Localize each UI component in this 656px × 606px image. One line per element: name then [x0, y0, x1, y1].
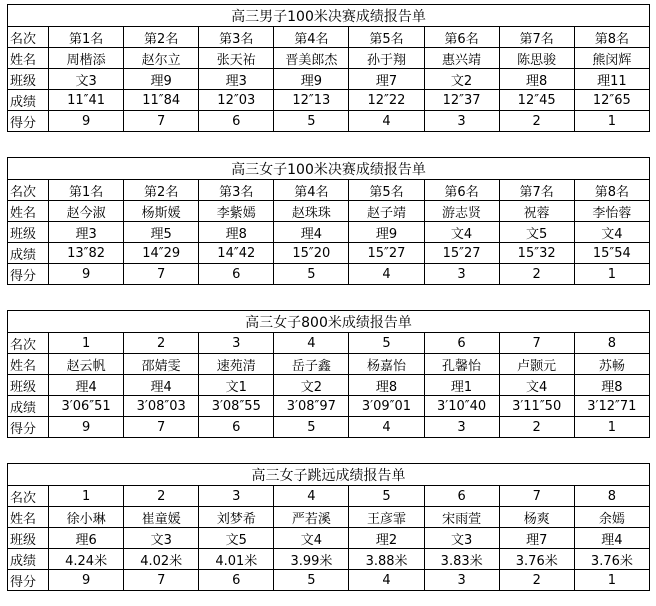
table-cell: 11″84 — [124, 90, 199, 111]
table-cell: 7 — [124, 417, 199, 438]
table-cell: 孙于翔 — [349, 48, 424, 69]
table-cell: 理7 — [499, 528, 574, 549]
table-cell: 3.76米 — [499, 549, 574, 570]
table-title-row — [8, 311, 650, 333]
table-cell: 7 — [499, 333, 574, 354]
table-cell: 3′09″01 — [349, 396, 424, 417]
table-cell: 岳子鑫 — [274, 354, 349, 375]
table-cell: 6 — [424, 486, 499, 507]
table-cell: 惠兴靖 — [424, 48, 499, 69]
table-cell: 15″20 — [274, 243, 349, 264]
table-cell: 理3 — [49, 222, 124, 243]
table-cell: 理7 — [349, 69, 424, 90]
table-cell: 4 — [349, 111, 424, 132]
table-cell: 刘梦希 — [199, 507, 274, 528]
table-cell: 4.01米 — [199, 549, 274, 570]
rank-row — [8, 180, 650, 201]
name-row — [8, 201, 650, 222]
table-cell: 15″32 — [499, 243, 574, 264]
table-cell: 1 — [49, 333, 124, 354]
table-cell: 理3 — [199, 69, 274, 90]
table-cell: 理8 — [199, 222, 274, 243]
table-cell: 第7名 — [499, 27, 574, 48]
table-cell: 文1 — [199, 375, 274, 396]
rank-row — [8, 27, 650, 48]
table-cell: 6 — [199, 570, 274, 591]
report-table-block — [7, 157, 650, 285]
table-cell: 余嫣 — [574, 507, 649, 528]
report-table — [7, 310, 650, 438]
table-cell: 7 — [499, 486, 574, 507]
table-cell: 文4 — [424, 222, 499, 243]
table-cell: 理4 — [124, 375, 199, 396]
table-cell: 理8 — [349, 375, 424, 396]
table-cell: 赵子靖 — [349, 201, 424, 222]
table-cell: 文5 — [499, 222, 574, 243]
table-title-row — [8, 5, 650, 27]
report-table-block — [7, 4, 650, 132]
table-cell: 4.24米 — [49, 549, 124, 570]
table-cell: 4 — [274, 333, 349, 354]
row-header-cell: 名次 — [8, 486, 49, 507]
score-row — [8, 264, 650, 285]
table-cell: 6 — [199, 417, 274, 438]
row-header-cell: 得分 — [8, 417, 49, 438]
table-cell: 1 — [574, 111, 649, 132]
row-header-cell: 成绩 — [8, 243, 49, 264]
table-cell: 2 — [499, 111, 574, 132]
table-cell: 1 — [574, 264, 649, 285]
table-cell: 杨爽 — [499, 507, 574, 528]
table-cell: 11″41 — [49, 90, 124, 111]
table-cell: 5 — [349, 333, 424, 354]
table-cell: 14″29 — [124, 243, 199, 264]
table-cell: 严若溪 — [274, 507, 349, 528]
table-title-row — [8, 464, 650, 486]
table-cell: 15″54 — [574, 243, 649, 264]
table-cell: 3.99米 — [274, 549, 349, 570]
table-cell: 晋美郎杰 — [274, 48, 349, 69]
table-cell: 邵婧雯 — [124, 354, 199, 375]
table-title: 高三女子跳远成绩报告单 — [8, 464, 650, 486]
table-title-row — [8, 158, 650, 180]
table-title: 高三女子800米成绩报告单 — [8, 311, 650, 333]
table-cell: 6 — [199, 111, 274, 132]
table-cell: 12″37 — [424, 90, 499, 111]
name-row — [8, 507, 650, 528]
table-cell: 第1名 — [49, 27, 124, 48]
table-cell: 理2 — [349, 528, 424, 549]
table-cell: 游志贤 — [424, 201, 499, 222]
table-cell: 孔馨怡 — [424, 354, 499, 375]
table-cell: 第4名 — [274, 27, 349, 48]
table-cell: 13″82 — [49, 243, 124, 264]
table-cell: 1 — [574, 570, 649, 591]
table-cell: 赵今淑 — [49, 201, 124, 222]
row-header-cell: 班级 — [8, 528, 49, 549]
row-header-cell: 班级 — [8, 222, 49, 243]
table-cell: 5 — [274, 264, 349, 285]
table-title: 高三女子100米决赛成绩报告单 — [8, 158, 650, 180]
table-cell: 理8 — [499, 69, 574, 90]
table-cell: 杨斯媛 — [124, 201, 199, 222]
table-cell: 4.02米 — [124, 549, 199, 570]
score-row — [8, 417, 650, 438]
table-cell: 赵云帆 — [49, 354, 124, 375]
table-cell: 第7名 — [499, 180, 574, 201]
table-cell: 4 — [274, 486, 349, 507]
result-row — [8, 549, 650, 570]
table-cell: 第3名 — [199, 180, 274, 201]
table-cell: 文4 — [274, 528, 349, 549]
table-cell: 9 — [49, 570, 124, 591]
table-cell: 3 — [424, 264, 499, 285]
table-cell: 第1名 — [49, 180, 124, 201]
table-cell: 张天祐 — [199, 48, 274, 69]
table-cell: 7 — [124, 111, 199, 132]
result-row — [8, 243, 650, 264]
table-cell: 文5 — [199, 528, 274, 549]
table-cell: 周楷添 — [49, 48, 124, 69]
report-table-block — [7, 463, 650, 591]
table-cell: 文3 — [424, 528, 499, 549]
table-cell: 14″42 — [199, 243, 274, 264]
row-header-cell: 姓名 — [8, 201, 49, 222]
table-cell: 7 — [124, 570, 199, 591]
table-cell: 第6名 — [424, 27, 499, 48]
name-row — [8, 48, 650, 69]
table-cell: 速苑清 — [199, 354, 274, 375]
table-cell: 理9 — [274, 69, 349, 90]
table-cell: 2 — [499, 570, 574, 591]
table-cell: 陈思骏 — [499, 48, 574, 69]
table-title: 高三男子100米决赛成绩报告单 — [8, 5, 650, 27]
table-cell: 理4 — [274, 222, 349, 243]
table-cell: 第5名 — [349, 180, 424, 201]
table-cell: 3′08″03 — [124, 396, 199, 417]
table-cell: 第8名 — [574, 180, 649, 201]
row-header-cell: 班级 — [8, 69, 49, 90]
table-cell: 卢颢元 — [499, 354, 574, 375]
result-row — [8, 90, 650, 111]
row-header-cell: 得分 — [8, 264, 49, 285]
table-cell: 15″27 — [424, 243, 499, 264]
table-cell: 4 — [349, 417, 424, 438]
row-header-cell: 姓名 — [8, 354, 49, 375]
table-cell: 第5名 — [349, 27, 424, 48]
table-cell: 8 — [574, 333, 649, 354]
table-cell: 第6名 — [424, 180, 499, 201]
table-cell: 3.88米 — [349, 549, 424, 570]
table-cell: 5 — [274, 417, 349, 438]
rank-row — [8, 333, 650, 354]
table-cell: 3.76米 — [574, 549, 649, 570]
table-cell: 4 — [349, 570, 424, 591]
table-cell: 2 — [499, 417, 574, 438]
table-cell: 3 — [424, 417, 499, 438]
row-header-cell: 名次 — [8, 27, 49, 48]
table-cell: 3 — [199, 486, 274, 507]
table-cell: 9 — [49, 111, 124, 132]
class-row — [8, 528, 650, 549]
table-cell: 文3 — [49, 69, 124, 90]
table-cell: 3′10″40 — [424, 396, 499, 417]
table-cell: 理9 — [349, 222, 424, 243]
table-cell: 李紫嫣 — [199, 201, 274, 222]
report-table-block — [7, 310, 650, 438]
table-cell: 3 — [424, 570, 499, 591]
table-cell: 12″13 — [274, 90, 349, 111]
report-table — [7, 157, 650, 285]
class-row — [8, 69, 650, 90]
score-row — [8, 570, 650, 591]
rank-row — [8, 486, 650, 507]
row-header-cell: 姓名 — [8, 48, 49, 69]
table-cell: 理9 — [124, 69, 199, 90]
table-cell: 1 — [49, 486, 124, 507]
table-cell: 5 — [274, 570, 349, 591]
table-cell: 第4名 — [274, 180, 349, 201]
table-cell: 4 — [349, 264, 424, 285]
row-header-cell: 名次 — [8, 333, 49, 354]
table-cell: 15″27 — [349, 243, 424, 264]
table-cell: 理8 — [574, 375, 649, 396]
report-table — [7, 463, 650, 591]
row-header-cell: 名次 — [8, 180, 49, 201]
row-header-cell: 成绩 — [8, 90, 49, 111]
table-cell: 李怡蓉 — [574, 201, 649, 222]
table-cell: 理11 — [574, 69, 649, 90]
table-cell: 2 — [499, 264, 574, 285]
table-cell: 理6 — [49, 528, 124, 549]
table-cell: 1 — [574, 417, 649, 438]
table-cell: 12″22 — [349, 90, 424, 111]
table-cell: 3′11″50 — [499, 396, 574, 417]
table-cell: 熊闵辉 — [574, 48, 649, 69]
name-row — [8, 354, 650, 375]
table-cell: 祝蓉 — [499, 201, 574, 222]
table-cell: 12″03 — [199, 90, 274, 111]
table-cell: 苏畅 — [574, 354, 649, 375]
table-cell: 崔童媛 — [124, 507, 199, 528]
table-cell: 3.83米 — [424, 549, 499, 570]
table-cell: 3 — [424, 111, 499, 132]
table-cell: 第8名 — [574, 27, 649, 48]
table-cell: 徐小琳 — [49, 507, 124, 528]
table-cell: 文4 — [499, 375, 574, 396]
table-cell: 6 — [199, 264, 274, 285]
table-cell: 2 — [124, 333, 199, 354]
table-cell: 赵珠珠 — [274, 201, 349, 222]
report-table — [7, 4, 650, 132]
table-cell: 杨嘉怡 — [349, 354, 424, 375]
table-cell: 5 — [349, 486, 424, 507]
row-header-cell: 姓名 — [8, 507, 49, 528]
table-cell: 8 — [574, 486, 649, 507]
table-cell: 文3 — [124, 528, 199, 549]
table-cell: 12″45 — [499, 90, 574, 111]
table-cell: 12″65 — [574, 90, 649, 111]
table-cell: 理4 — [574, 528, 649, 549]
table-cell: 赵尔立 — [124, 48, 199, 69]
table-cell: 理5 — [124, 222, 199, 243]
table-cell: 3′08″55 — [199, 396, 274, 417]
class-row — [8, 375, 650, 396]
table-cell: 宋雨萱 — [424, 507, 499, 528]
table-cell: 文2 — [424, 69, 499, 90]
class-row — [8, 222, 650, 243]
table-cell: 9 — [49, 264, 124, 285]
row-header-cell: 成绩 — [8, 396, 49, 417]
table-cell: 第3名 — [199, 27, 274, 48]
table-cell: 文2 — [274, 375, 349, 396]
table-cell: 3′12″71 — [574, 396, 649, 417]
table-cell: 2 — [124, 486, 199, 507]
result-row — [8, 396, 650, 417]
table-cell: 6 — [424, 333, 499, 354]
table-cell: 3′08″97 — [274, 396, 349, 417]
table-cell: 5 — [274, 111, 349, 132]
row-header-cell: 班级 — [8, 375, 49, 396]
table-cell: 7 — [124, 264, 199, 285]
table-cell: 第2名 — [124, 180, 199, 201]
table-cell: 3 — [199, 333, 274, 354]
row-header-cell: 成绩 — [8, 549, 49, 570]
table-cell: 理1 — [424, 375, 499, 396]
table-cell: 文4 — [574, 222, 649, 243]
row-header-cell: 得分 — [8, 570, 49, 591]
table-cell: 理4 — [49, 375, 124, 396]
table-cell: 王彦霏 — [349, 507, 424, 528]
row-header-cell: 得分 — [8, 111, 49, 132]
table-cell: 3′06″51 — [49, 396, 124, 417]
score-row — [8, 111, 650, 132]
table-cell: 9 — [49, 417, 124, 438]
table-cell: 第2名 — [124, 27, 199, 48]
